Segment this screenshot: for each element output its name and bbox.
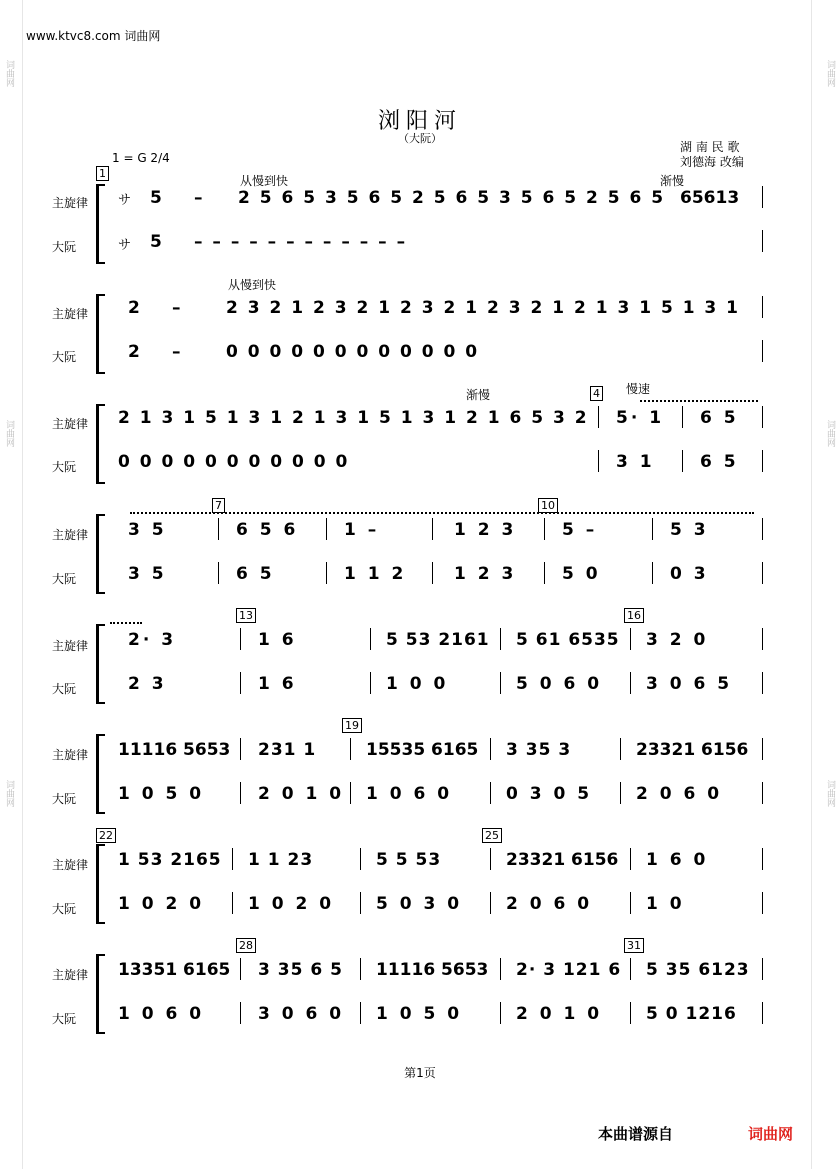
score-subtitle: （大阮） [398, 132, 442, 145]
tempo-mark: 渐慢 [660, 174, 685, 188]
ruan-notes: 3 5 [128, 564, 167, 584]
measure-number: 19 [342, 718, 362, 733]
barline [218, 562, 219, 584]
page-number: 第1页 [404, 1066, 436, 1080]
barline [370, 628, 371, 650]
site-url[interactable]: www.ktvc8.com 词曲网 [26, 29, 161, 43]
melody-notes: 2· 3 121 6 [516, 960, 622, 980]
melody-notes: 1 53 2165 [118, 850, 222, 870]
barline [240, 628, 241, 650]
barline [620, 738, 621, 760]
measure-number: 25 [482, 828, 502, 843]
melody-notes: 1 2 3 [454, 520, 517, 540]
ruan-notes: 1 0 0 [386, 674, 449, 694]
part-label-ruan: 大阮 [52, 350, 77, 364]
barline [360, 1002, 361, 1024]
melody-notes: 1 – [344, 520, 380, 540]
ruan-notes: 5 0 3 0 [376, 894, 463, 914]
ruan-notes: 2 0 6 0 [636, 784, 723, 804]
part-label-ruan: 大阮 [52, 240, 77, 254]
ruan-notes: 5 0 1216 [646, 1004, 737, 1024]
barline [218, 518, 219, 540]
side-watermark-left: 词曲网 [4, 60, 14, 87]
barline [630, 958, 631, 980]
barline [762, 628, 763, 650]
part-label-melody: 主旋律 [52, 968, 89, 982]
barline [598, 450, 599, 472]
barline [762, 296, 763, 318]
ruan-notes: 2 0 1 0 [516, 1004, 603, 1024]
barline [762, 230, 763, 252]
barline [432, 518, 433, 540]
measure-number: 13 [236, 608, 256, 623]
side-watermark-right: 词曲网 [825, 780, 835, 807]
melody-notes: 1 1 23 [248, 850, 314, 870]
barline [240, 672, 241, 694]
melody-notes: 3 35 3 [506, 740, 572, 760]
ruan-notes: 3 1 [616, 452, 655, 472]
measure-number: 7 [212, 498, 225, 513]
barline [500, 628, 501, 650]
barline [762, 406, 763, 428]
ruan-notes: – – – – – – – – – – – – [194, 232, 408, 252]
part-label-ruan: 大阮 [52, 682, 77, 696]
barline [544, 518, 545, 540]
origin-credit: 湖 南 民 歌 [680, 140, 740, 154]
ruan-notes: 1 0 5 0 [376, 1004, 463, 1024]
barline [326, 562, 327, 584]
ruan-notes: 5 0 [562, 564, 601, 584]
barline [240, 738, 241, 760]
melody-notes: 2 3 2 1 2 3 2 1 2 3 2 1 2 3 2 1 2 1 3 1 5 1 3 1 [226, 298, 741, 318]
system-bracket [96, 624, 105, 704]
melody-notes: 5 3 [670, 520, 709, 540]
ruan-notes: 0 3 0 5 [506, 784, 593, 804]
barline [762, 848, 763, 870]
ruan-notes: 2 [128, 342, 143, 362]
system-bracket [96, 404, 105, 484]
barline [762, 562, 763, 584]
ruan-notes: サ [118, 238, 135, 253]
barline [762, 782, 763, 804]
barline [360, 892, 361, 914]
melody-notes: 2· 3 [128, 630, 177, 650]
barline [350, 782, 351, 804]
barline [490, 848, 491, 870]
tempo-mark: 渐慢 [466, 388, 491, 402]
melody-notes: 5 [150, 188, 165, 208]
ruan-notes: 2 3 [128, 674, 167, 694]
barline [762, 518, 763, 540]
page-frame [22, 0, 812, 1169]
ruan-notes: 0 3 [670, 564, 709, 584]
melody-notes: 5 35 6123 [646, 960, 750, 980]
barline [360, 958, 361, 980]
arranger-credit: 刘德海 改编 [680, 155, 744, 169]
measure-number: 28 [236, 938, 256, 953]
melody-notes: 5 61 6535 [516, 630, 620, 650]
ruan-notes: 3 0 6 5 [646, 674, 733, 694]
melody-notes: 231 1 [258, 740, 317, 760]
brand-link[interactable]: 词曲网 [748, 1125, 794, 1143]
barline [232, 892, 233, 914]
part-label-ruan: 大阮 [52, 902, 77, 916]
ruan-notes: 2 0 1 0 [258, 784, 345, 804]
ruan-notes: 2 0 6 0 [506, 894, 593, 914]
melody-notes: 3 35 6 5 [258, 960, 343, 980]
barline [500, 958, 501, 980]
part-label-melody: 主旋律 [52, 417, 89, 431]
melody-notes: 13351 6165 [118, 960, 231, 980]
ruan-notes: 1 0 [646, 894, 685, 914]
melody-notes: 65613 [680, 188, 740, 208]
barline [326, 518, 327, 540]
barline [232, 848, 233, 870]
system-bracket [96, 184, 105, 264]
score-title: 浏阳河 [377, 109, 462, 134]
part-label-ruan: 大阮 [52, 572, 77, 586]
barline [240, 1002, 241, 1024]
key-signature: 1 = G 2/4 [112, 151, 170, 165]
barline [762, 1002, 763, 1024]
tempo-extension-line [640, 400, 758, 402]
ruan-notes: 1 0 6 0 [366, 784, 453, 804]
part-label-melody: 主旋律 [52, 639, 89, 653]
ruan-notes: – [172, 342, 184, 362]
barline [762, 958, 763, 980]
melody-notes: 2 [128, 298, 143, 318]
part-label-melody: 主旋律 [52, 858, 89, 872]
barline [598, 406, 599, 428]
melody-notes: 5 53 2161 [386, 630, 490, 650]
measure-number: 10 [538, 498, 558, 513]
measure-number: 22 [96, 828, 116, 843]
barline [500, 1002, 501, 1024]
melody-notes: 5 5 53 [376, 850, 442, 870]
source-label: 本曲谱源自 [598, 1125, 674, 1143]
barline [652, 562, 653, 584]
barline [544, 562, 545, 584]
melody-notes: 1 6 [258, 630, 297, 650]
ruan-notes: 1 1 2 [344, 564, 407, 584]
part-label-melody: 主旋律 [52, 748, 89, 762]
ruan-notes: 1 0 2 0 [118, 894, 205, 914]
tempo-extension-line [110, 622, 142, 624]
ruan-notes: 5 [150, 232, 165, 252]
melody-notes: – [172, 298, 184, 318]
barline [630, 628, 631, 650]
part-label-melody: 主旋律 [52, 196, 89, 210]
ruan-notes: 6 5 [236, 564, 275, 584]
barline [240, 958, 241, 980]
barline [350, 738, 351, 760]
part-label-melody: 主旋律 [52, 528, 89, 542]
barline [682, 450, 683, 472]
ruan-notes: 1 0 6 0 [118, 1004, 205, 1024]
tempo-mark: 慢速 [626, 382, 651, 396]
barline [630, 848, 631, 870]
ruan-notes: 0 0 0 0 0 0 0 0 0 0 0 [118, 452, 350, 472]
melody-notes: 6 5 6 [236, 520, 299, 540]
side-watermark-right: 词曲网 [825, 60, 835, 87]
side-watermark-right: 词曲网 [825, 420, 835, 447]
barline [432, 562, 433, 584]
barline [490, 738, 491, 760]
barline [500, 672, 501, 694]
melody-notes: – [194, 188, 206, 208]
melody-notes: 3 5 [128, 520, 167, 540]
ruan-notes: 3 0 6 0 [258, 1004, 345, 1024]
measure-number: 31 [624, 938, 644, 953]
melody-notes: 11116 5653 [118, 740, 231, 760]
barline [630, 1002, 631, 1024]
ruan-notes: 1 2 3 [454, 564, 517, 584]
melody-notes: 5 – [562, 520, 598, 540]
barline [630, 892, 631, 914]
ruan-notes: 5 0 6 0 [516, 674, 603, 694]
part-label-ruan: 大阮 [52, 460, 77, 474]
melody-notes: 23321 6156 [636, 740, 749, 760]
tempo-mark: 从慢到快 [228, 278, 277, 292]
barline [762, 340, 763, 362]
barline [630, 672, 631, 694]
melody-notes: 2 5 6 5 3 5 6 5 2 5 6 5 3 5 6 5 2 5 6 5 [238, 188, 666, 208]
part-label-ruan: 大阮 [52, 1012, 77, 1026]
barline [652, 518, 653, 540]
part-label-ruan: 大阮 [52, 792, 77, 806]
barline [762, 738, 763, 760]
barline [762, 672, 763, 694]
side-watermark-left: 词曲网 [4, 420, 14, 447]
measure-number: 1 [96, 166, 109, 181]
ruan-notes: 6 5 [700, 452, 739, 472]
melody-notes: 11116 5653 [376, 960, 489, 980]
ruan-notes: 1 0 2 0 [248, 894, 335, 914]
barline [370, 672, 371, 694]
tempo-mark: 从慢到快 [240, 174, 289, 188]
system-bracket [96, 734, 105, 814]
melody-notes: 5· 1 [616, 408, 665, 428]
side-watermark-left: 词曲网 [4, 780, 14, 807]
melody-notes: 1 6 0 [646, 850, 709, 870]
melody-notes: 3 2 0 [646, 630, 709, 650]
ruan-notes: 1 6 [258, 674, 297, 694]
system-bracket [96, 294, 105, 374]
melody-notes: 6 5 [700, 408, 739, 428]
barline [762, 892, 763, 914]
barline [490, 782, 491, 804]
part-label-melody: 主旋律 [52, 307, 89, 321]
melody-notes: 2 1 3 1 5 1 3 1 2 1 3 1 5 1 3 1 2 1 6 5 3 2 [118, 408, 589, 428]
measure-number: 4 [590, 386, 603, 401]
barline [682, 406, 683, 428]
barline [360, 848, 361, 870]
measure-number: 16 [624, 608, 644, 623]
system-bracket [96, 514, 105, 594]
melody-notes: 15535 6165 [366, 740, 479, 760]
system-bracket [96, 844, 105, 924]
system-bracket [96, 954, 105, 1034]
melody-notes: サ [118, 193, 135, 208]
barline [620, 782, 621, 804]
barline [490, 892, 491, 914]
barline [762, 186, 763, 208]
ruan-notes: 1 0 5 0 [118, 784, 205, 804]
barline [240, 782, 241, 804]
melody-notes: 23321 6156 [506, 850, 619, 870]
ruan-notes: 0 0 0 0 0 0 0 0 0 0 0 0 [226, 342, 480, 362]
barline [762, 450, 763, 472]
